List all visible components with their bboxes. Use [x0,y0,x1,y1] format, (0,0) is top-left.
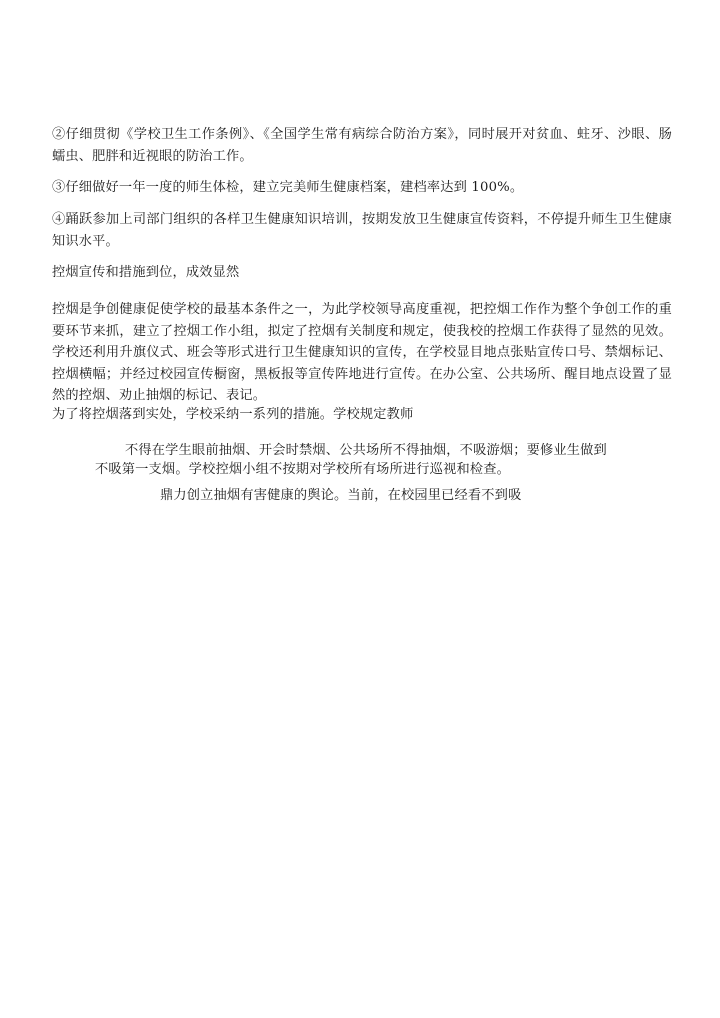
fragment-inspection: 不吸第一支烟。学校控烟小组不按期对学校所有场所进行巡视和检查。 [95,462,511,477]
fragment-teacher-smoking-rules: 不得在学生眼前抽烟、开会时禁烟、公共场所不得抽烟，不吸游烟；要修业生做到 [125,443,607,458]
paragraph-tobacco-control-measures: 为了将控烟落到实处，学校采纳一系列的措施。学校规定教师 [52,407,414,422]
paragraph-health-knowledge-training: ④踊跃参加上司部门组织的各样卫生健康知识培训，按期发放卫生健康宣传资料，不停提升师生卫生健康知识水平。 [52,212,672,249]
paragraph-school-hygiene-regulations: ②仔细贯彻《学校卫生工作条例》、《全国学生常有病综合防治方案》，同时展开对贫血、蛀牙、沙眼、肠蠕虫、肥胖和近视眼的防治工作。 [52,127,672,164]
fragment-public-opinion: 鼎力创立抽烟有害健康的舆论。当前，在校园里已经看不到吸 [160,488,522,503]
paragraph-tobacco-control-overview: 控烟是争创健康促使学校的最基本条件之一，为此学校领导高度重视，把控烟工作作为整个争创工作的重要环节来抓，建立了控烟工作小组，拟定了控烟有关制度和规定，使我校的控烟工作获得了显然的见效。学校还利用升旗仪式、班会等形式进行卫生健康知识的宣传，在学校显目地点张贴宣传口号、禁烟标记、控烟横幅；并经过校园宣传橱窗，黑板报等宣传阵地进行宣传。在办公室、公共场所、醒目地点设置了显然的控烟、劝止抽烟的标记、表记。 [52,302,672,403]
paragraph-annual-health-checkup: ③仔细做好一年一度的师生体检，建立完美师生健康档案，建档率达到 100%。 [52,180,524,195]
section-heading-tobacco-control: 控烟宣传和措施到位，成效显然 [52,265,240,280]
